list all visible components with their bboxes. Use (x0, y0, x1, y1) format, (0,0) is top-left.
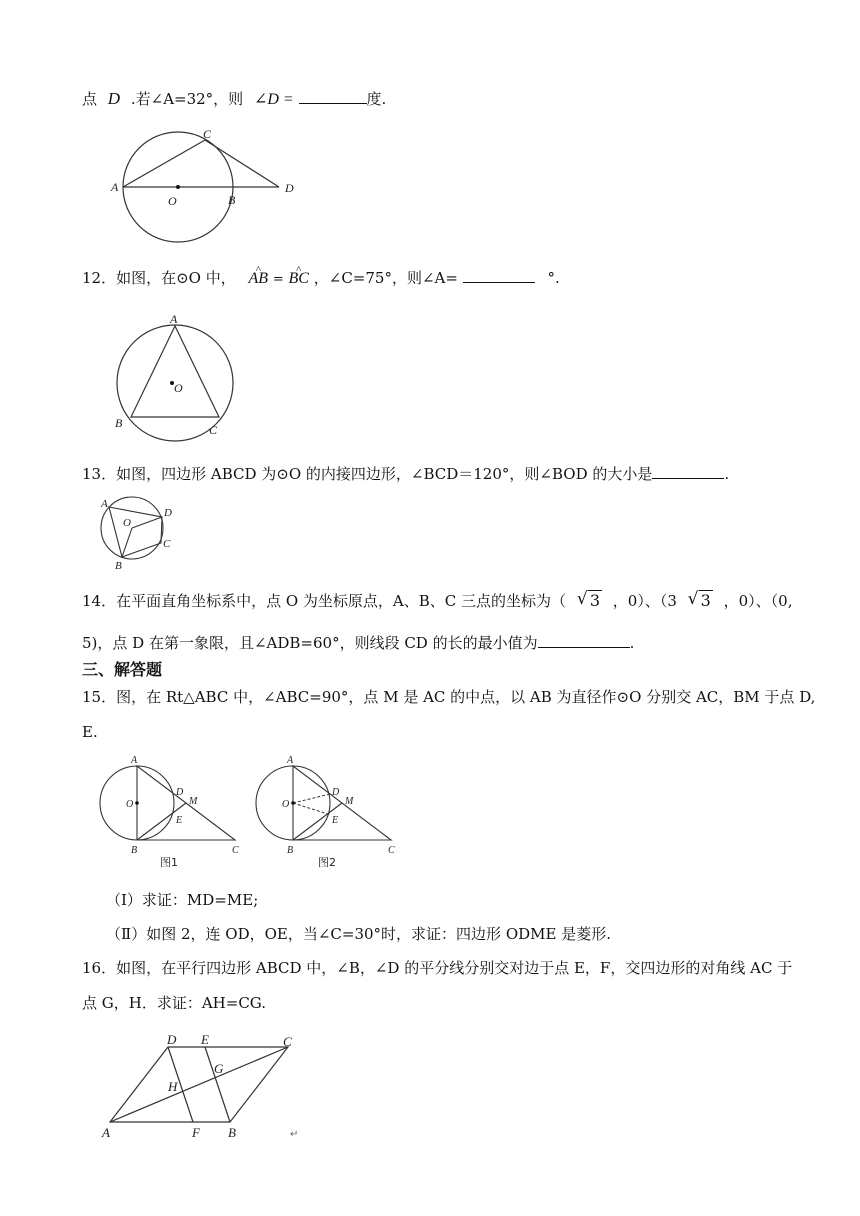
q11-label-d: D (285, 181, 294, 195)
q11-label-o: O (168, 194, 177, 208)
q11-label-b: B (228, 193, 236, 207)
q15-fig2-label-m: M (345, 796, 354, 807)
q16-label-e: E (201, 1032, 209, 1047)
q13-label-d: D (164, 507, 172, 519)
q14-text2: ，0）、（3 (612, 592, 677, 610)
q12-eq: = (272, 272, 284, 287)
q15-fig1-label-m: M (189, 796, 198, 807)
q11-mid: .若∠A=32°，则 (130, 90, 244, 108)
q12-rest: ，∠C=75°，则∠A= (313, 269, 458, 287)
q13-label-o: O (123, 517, 131, 529)
q11-end: 度. (366, 90, 387, 108)
q16-label-a: A (102, 1125, 110, 1140)
q14-sqrt2: √ 3 (688, 590, 713, 612)
q16-return-mark: ↵ (290, 1129, 299, 1140)
q12-label-b: B (115, 416, 123, 430)
q13-label-a: A (101, 498, 108, 510)
q15-fig2-label-d: D (332, 787, 340, 798)
q12-label-o: O (174, 381, 183, 395)
q12-arc-ab: ^ AB (249, 268, 269, 290)
q15-fig2-label-c: C (388, 845, 395, 856)
q15-fig2-caption: 图2 (318, 856, 336, 869)
q13-label-c: C (163, 538, 171, 550)
q14-end: . (629, 634, 635, 652)
q16-diagonal-ac (110, 1047, 288, 1122)
q11-var-d: D (107, 89, 121, 108)
q12-arc-bc: ^ BC (289, 268, 309, 290)
q15-part1: （Ⅰ）求证：MD=ME; (106, 891, 259, 909)
q15-fig1-label-o: O (126, 799, 134, 810)
q16-label-f: F (192, 1125, 200, 1140)
q15-fig1-label-c: C (232, 845, 239, 856)
q12-number: 12．如图，在⊙O 中， (82, 269, 236, 287)
q16-label-d: D (167, 1032, 177, 1047)
q15-fig1-label-e: E (176, 815, 183, 826)
q15-fig2-label-b: B (287, 845, 294, 856)
q13-body: 13．如图，四边形 ABCD 为⊙O 的内接四边形，∠BCD＝120°，则∠BOD 的大小是 (82, 465, 653, 483)
q11-label-a: A (111, 180, 119, 194)
q16-line1: 16．如图，在平行四边形 ABCD 中，∠B，∠D 的平分线分别交对边于点 E，F，交四边形的对角线 AC 于 (82, 959, 793, 977)
q11-label-c: C (203, 127, 212, 141)
q15-fig1-label-d: D (176, 787, 184, 798)
q16-line-eb (205, 1047, 230, 1122)
q15-fig1-caption: 图1 (160, 856, 178, 869)
q13-label-b: B (115, 560, 122, 572)
q15-fig1-label-b: B (131, 845, 138, 856)
q15-part2: （Ⅱ）如图 2，连 OD，OE，当∠C=30°时，求证：四边形 ODME 是菱形. (106, 925, 611, 943)
q16-label-g: G (214, 1061, 224, 1076)
q13-end: . (724, 465, 730, 483)
q11-angle-d: ∠D = (253, 91, 294, 108)
q16-label-b: B (228, 1125, 236, 1140)
q15-fig1-label-a: A (131, 755, 138, 766)
q14-text3: ，0）、（0, (723, 592, 793, 610)
q15-fig2-label-a: A (287, 755, 294, 766)
q12-label-a: A (170, 312, 178, 326)
q14-body2: 5)，点 D 在第一象限，且∠ADB=60°，则线段 CD 的长的最小值为 (82, 634, 538, 652)
q16-line2: 点 G，H．求证：AH=CG. (82, 994, 267, 1012)
q15-line1: 15．图，在 Rt△ABC 中，∠ABC=90°，点 M 是 AC 的中点，以 AB 为直径作⊙O 分别交 AC，BM 于点 D, (82, 688, 816, 706)
q16-label-c: C (283, 1034, 292, 1049)
q12-label-c: C (209, 423, 218, 437)
q16-label-h: H (168, 1079, 178, 1094)
q14-sqrt1: √ 3 (577, 590, 602, 612)
q15-line2: E. (82, 723, 98, 741)
q12-end: °. (547, 269, 560, 287)
q11-prefix: 点 (82, 90, 98, 108)
section-heading: 三、解答题 (82, 660, 163, 679)
q15-fig2-label-o: O (282, 799, 290, 810)
q15-fig2-label-e: E (332, 815, 339, 826)
q14-text1: 14．在平面直角坐标系中，点 O 为坐标原点，A、B、C 三点的坐标为（ (82, 592, 567, 610)
